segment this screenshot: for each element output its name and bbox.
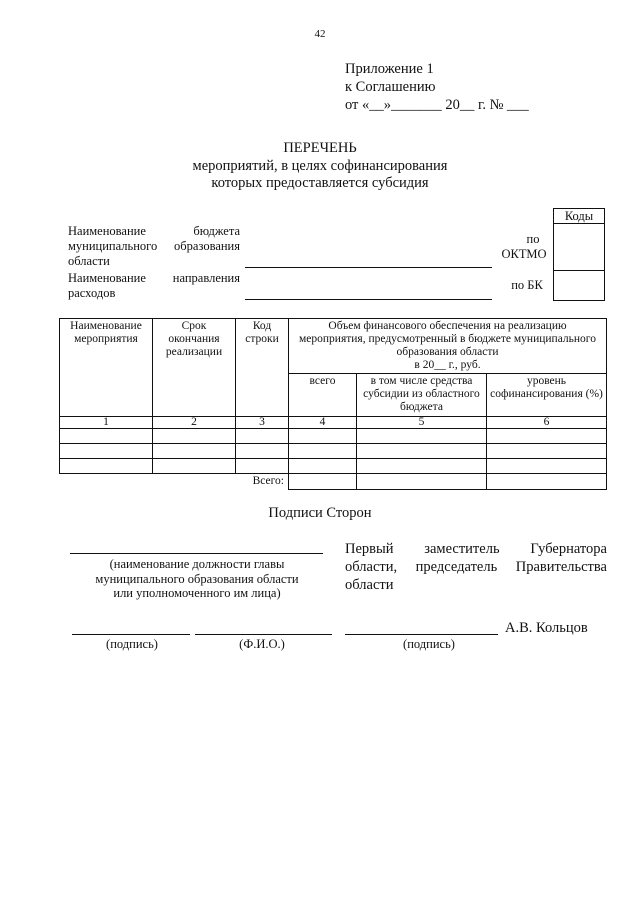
table-cell[interactable] <box>236 444 289 459</box>
oktmo-label-line1: по <box>526 232 540 246</box>
table-cell[interactable] <box>60 444 153 459</box>
col-number-5: 5 <box>357 417 487 429</box>
header-activity-name: Наименование мероприятия <box>60 319 153 417</box>
table-row <box>60 444 607 459</box>
direction-label-line2: расходов <box>68 286 116 300</box>
table-cell[interactable] <box>236 459 289 474</box>
header-total: всего <box>289 374 357 417</box>
signer-name: А.В. Кольцов <box>505 620 588 636</box>
right-title-word-3: Губернатора <box>530 541 607 557</box>
title-line-1: мероприятий, в целях софинансирования <box>192 157 448 174</box>
table-cell[interactable] <box>357 459 487 474</box>
bk-code-cell[interactable] <box>554 271 605 301</box>
direction-label-line1: Наименование направления <box>68 271 240 285</box>
right-signature-field[interactable] <box>345 634 498 635</box>
table-header-row <box>60 319 607 374</box>
appendix-line-1: Приложение 1 <box>345 61 434 77</box>
codes-table <box>553 208 605 301</box>
table-number-row <box>60 417 607 429</box>
left-signature-field[interactable] <box>72 634 190 635</box>
right-signatory-title <box>345 540 607 594</box>
codes-header: Коды <box>554 209 605 224</box>
header-funding-year: в 20__ г., руб. <box>414 359 481 371</box>
right-title-line-3: области <box>345 577 394 593</box>
table-cell[interactable] <box>289 444 357 459</box>
table-row <box>60 459 607 474</box>
header-line-code: Код строки <box>236 319 289 417</box>
col-number-4: 4 <box>289 417 357 429</box>
table-cell[interactable] <box>487 429 607 444</box>
right-signature-caption: (подпись) <box>403 637 455 651</box>
document-title <box>0 140 640 193</box>
direction-field[interactable] <box>245 299 492 300</box>
page-number: 42 <box>314 28 326 40</box>
right-title-line-2: области, председатель Правительства <box>345 559 607 575</box>
col-number-2: 2 <box>153 417 236 429</box>
table-cell[interactable] <box>153 429 236 444</box>
left-caption-line-1: (наименование должности главы <box>109 557 285 571</box>
oktmo-code-cell[interactable] <box>554 224 605 271</box>
right-title-word-2: заместитель <box>424 541 500 557</box>
table-cell[interactable] <box>236 429 289 444</box>
header-cofinancing-level: уровень софинансирования (%) <box>487 374 607 417</box>
table-cell[interactable] <box>60 429 153 444</box>
total-label: Всего: <box>60 474 289 490</box>
header-deadline: Срок окончания реализации <box>153 319 236 417</box>
total-cell[interactable] <box>487 474 607 490</box>
header-funding-volume-text: Объем финансового обеспечения на реализацию мероприятия, предусмотренный в бюджете муниципального образования области <box>299 320 596 358</box>
oktmo-label-line2: ОКТМО <box>501 247 547 261</box>
bk-label: по БК <box>511 278 543 292</box>
right-title-word-1: Первый <box>345 541 394 557</box>
title-line-2: которых предоставляется субсидия <box>211 175 429 191</box>
table-cell[interactable] <box>60 459 153 474</box>
budget-name-label-line2: муниципального образования <box>68 239 240 253</box>
left-fio-caption: (Ф.И.О.) <box>239 637 285 651</box>
table-total-row <box>60 474 607 490</box>
left-signature-caption: (подпись) <box>106 637 158 651</box>
budget-name-field[interactable] <box>245 267 492 268</box>
header-subsidy-funds: в том числе средства субсидии из областного бюджета <box>357 374 487 417</box>
left-position-caption <box>62 557 332 601</box>
table-cell[interactable] <box>487 459 607 474</box>
activities-table <box>59 318 607 490</box>
table-cell[interactable] <box>357 444 487 459</box>
total-cell[interactable] <box>289 474 357 490</box>
col-number-6: 6 <box>487 417 607 429</box>
table-row <box>60 429 607 444</box>
left-position-field[interactable] <box>70 553 323 554</box>
appendix-reference <box>345 60 529 114</box>
title-heading: ПЕРЕЧЕНЬ <box>283 140 357 156</box>
table-cell[interactable] <box>289 429 357 444</box>
left-fio-field[interactable] <box>195 634 332 635</box>
signatures-heading: Подписи Сторон <box>268 505 372 521</box>
budget-name-label-line3: области <box>68 254 110 268</box>
right-title-line-1 <box>345 540 607 558</box>
left-caption-line-2: муниципального образования области <box>95 571 299 586</box>
appendix-line-3: от «__»_______ 20__ г. № ___ <box>345 97 529 113</box>
table-cell[interactable] <box>487 444 607 459</box>
left-caption-line-3: или уполномоченного им лица) <box>113 586 281 600</box>
col-number-1: 1 <box>60 417 153 429</box>
header-funding-volume <box>289 319 607 374</box>
table-cell[interactable] <box>289 459 357 474</box>
budget-name-label-line1: Наименование бюджета <box>68 224 240 238</box>
table-cell[interactable] <box>357 429 487 444</box>
appendix-line-2: к Соглашению <box>345 79 436 95</box>
table-cell[interactable] <box>153 444 236 459</box>
col-number-3: 3 <box>236 417 289 429</box>
table-cell[interactable] <box>153 459 236 474</box>
total-cell[interactable] <box>357 474 487 490</box>
